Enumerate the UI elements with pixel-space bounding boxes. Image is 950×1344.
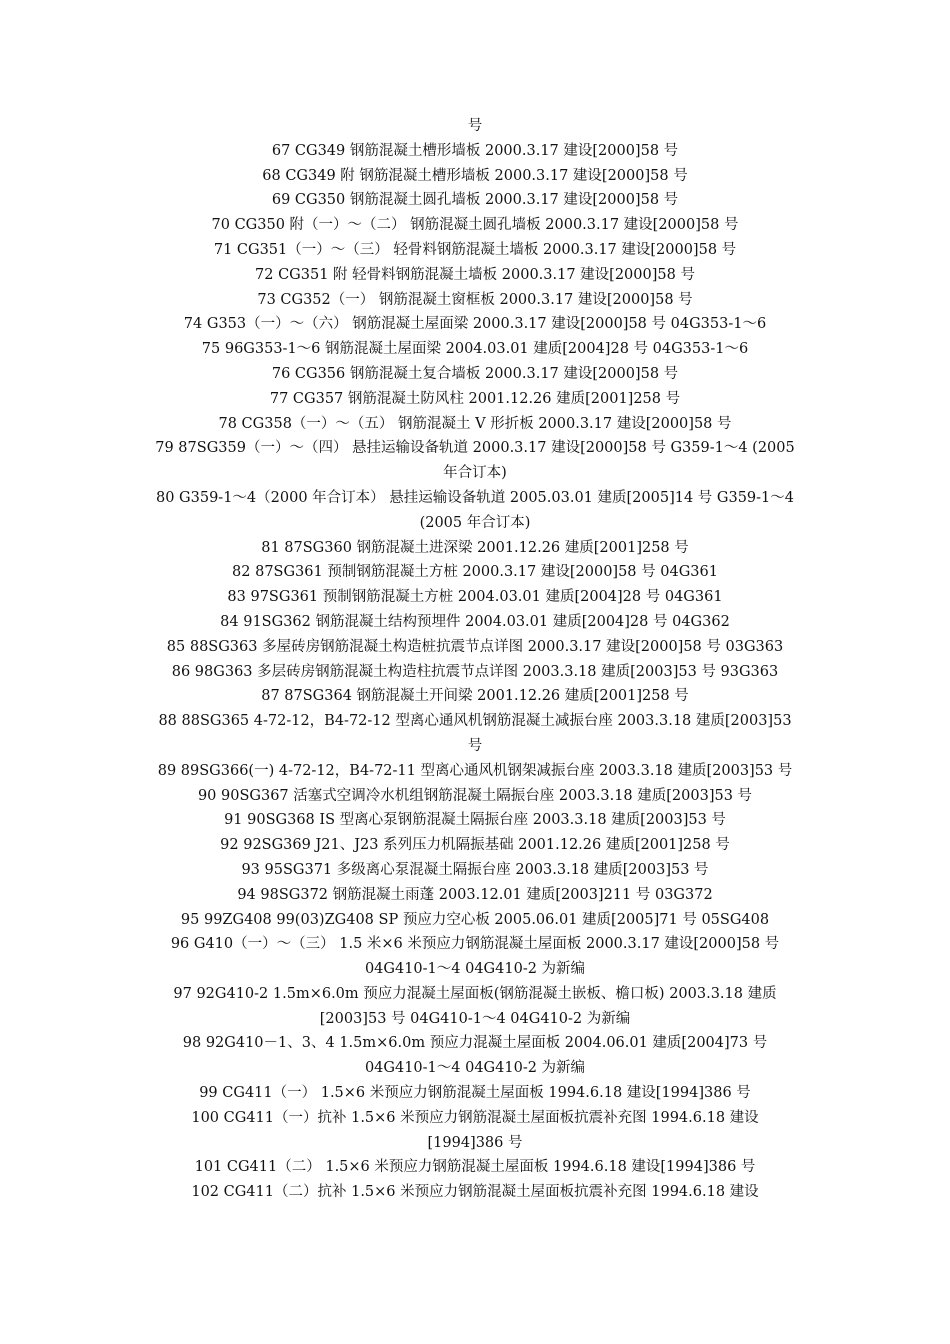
text-line: 69 CG350 钢筋混凝土圆孔墙板 2000.3.17 建设[2000]58 号 <box>271 192 679 209</box>
text-line: 95 99ZG408 99(03)ZG408 SP 预应力空心板 2005.06.01 建质[2005]71 号 05SG408 <box>180 911 770 928</box>
text-line: 91 90SG368 IS 型离心泵钢筋混凝土隔振台座 2003.3.18 建质[2003]53 号 <box>224 812 726 829</box>
text-line: 89 89SG366(一) 4-72-12，B4-72-11 型离心通风机钢架减振台座 2003.3.18 建质[2003]53 号 <box>157 762 793 779</box>
text-line: 04G410-1～4 04G410-2 为新编 <box>364 1060 586 1077</box>
text-line: 96 G410（一）～（三） 1.5 米×6 米预应力钢筋混凝土屋面板 2000.3.17 建设[2000]58 号 <box>170 936 780 953</box>
text-line: 101 CG411（二） 1.5×6 米预应力钢筋混凝土屋面板 1994.6.18 建设[1994]386 号 <box>194 1159 756 1176</box>
text-line: 74 G353（一）～（六） 钢筋混凝土屋面梁 2000.3.17 建设[2000]58 号 04G353-1～6 <box>183 316 767 333</box>
text-line: 68 CG349 附 钢筋混凝土槽形墙板 2000.3.17 建设[2000]58 号 <box>262 167 688 184</box>
text-line: 70 CG350 附（一）～（二） 钢筋混凝土圆孔墙板 2000.3.17 建设[2000]58 号 <box>211 217 739 234</box>
text-line: 76 CG356 钢筋混凝土复合墙板 2000.3.17 建设[2000]58 号 <box>271 365 679 382</box>
text-line: 97 92G410-2 1.5m×6.0m 预应力混凝土屋面板(钢筋混凝土嵌板、檐口板) 2003.3.18 建质 <box>173 985 777 1002</box>
text-line: 73 CG352（一） 钢筋混凝土窗框板 2000.3.17 建设[2000]58 号 <box>257 291 693 308</box>
text-line: 92 92SG369 J21、J23 系列压力机隔振基础 2001.12.26 建质[2001]258 号 <box>220 837 730 854</box>
text-line: 75 96G353-1～6 钢筋混凝土屋面梁 2004.03.01 建质[2004]28 号 04G353-1～6 <box>201 341 749 358</box>
text-line: 90 90SG367 活塞式空调冷水机组钢筋混凝土隔振台座 2003.3.18 建质[2003]53 号 <box>197 787 753 804</box>
text-line: 年合订本) <box>443 465 507 482</box>
text-line: 72 CG351 附 轻骨料钢筋混凝土墙板 2000.3.17 建设[2000]58 号 <box>255 266 695 283</box>
text-line: 82 87SG361 预制钢筋混凝土方桩 2000.3.17 建设[2000]58 号 04G361 <box>232 564 718 581</box>
text-line: 78 CG358（一）～（五） 钢筋混凝土 V 形折板 2000.3.17 建设[2000]58 号 <box>218 415 732 432</box>
text-line: 93 95SG371 多级离心泵混凝土隔振台座 2003.3.18 建质[2003]53 号 <box>241 861 709 878</box>
text-line: 号 <box>467 118 483 134</box>
text-line: 81 87SG360 钢筋混凝土进深梁 2001.12.26 建质[2001]258 号 <box>261 539 689 556</box>
text-line: 87 87SG364 钢筋混凝土开间梁 2001.12.26 建质[2001]258 号 <box>261 688 689 705</box>
text-line: 83 97SG361 预制钢筋混凝土方桩 2004.03.01 建质[2004]28 号 04G361 <box>227 589 723 606</box>
text-line: 94 98SG372 钢筋混凝土雨蓬 2003.12.01 建质[2003]211 号 03G372 <box>237 886 713 903</box>
text-line: 85 88SG363 多屋砖房钢筋混凝土构造桩抗震节点详图 2000.3.17 建设[2000]58 号 03G363 <box>166 638 784 655</box>
text-line: 80 G359-1～4（2000 年合订本） 悬挂运输设备轨道 2005.03.01 建质[2005]14 号 G359-1～4 <box>155 489 795 506</box>
text-line: 100 CG411（一）抗补 1.5×6 米预应力钢筋混凝土屋面板抗震补充图 1994.6.18 建设 <box>191 1109 759 1126</box>
text-line: 98 92G410－1、3、4 1.5m×6.0m 预应力混凝土屋面板 2004.06.01 建质[2004]73 号 <box>182 1035 768 1052</box>
text-line: 99 CG411（一） 1.5×6 米预应力钢筋混凝土屋面板 1994.6.18 建设[1994]386 号 <box>199 1085 751 1102</box>
text-line: [1994]386 号 <box>427 1134 523 1151</box>
text-line: 86 98G363 多层砖房钢筋混凝土构造柱抗震节点详图 2003.3.18 建质[2003]53 号 93G363 <box>171 663 779 680</box>
text-line: 79 87SG359（一）～（四） 悬挂运输设备轨道 2000.3.17 建设[2000]58 号 G359-1～4 (2005 <box>155 440 795 457</box>
text-line: 84 91SG362 钢筋混凝土结构预埋件 2004.03.01 建质[2004]28 号 04G362 <box>220 613 730 630</box>
text-line: 88 88SG365 4-72-12，B4-72-12 型离心通风机钢筋混凝土减振台座 2003.3.18 建质[2003]53 <box>158 713 792 730</box>
text-line: 102 CG411（二）抗补 1.5×6 米预应力钢筋混凝土屋面板抗震补充图 1994.6.18 建设 <box>191 1184 759 1201</box>
text-line: 67 CG349 钢筋混凝土槽形墙板 2000.3.17 建设[2000]58 号 <box>271 142 679 159</box>
text-line: 号 <box>467 737 483 754</box>
text-line: 71 CG351（一）～（三） 轻骨料钢筋混凝土墙板 2000.3.17 建设[2000]58 号 <box>213 241 737 258</box>
text-line: (2005 年合订本) <box>419 514 531 531</box>
text-line: 04G410-1～4 04G410-2 为新编 <box>364 961 586 978</box>
text-line: [2003]53 号 04G410-1～4 04G410-2 为新编 <box>319 1010 631 1027</box>
text-line: 77 CG357 钢筋混凝土防风柱 2001.12.26 建质[2001]258 号 <box>269 390 681 407</box>
document-body <box>130 114 820 1205</box>
